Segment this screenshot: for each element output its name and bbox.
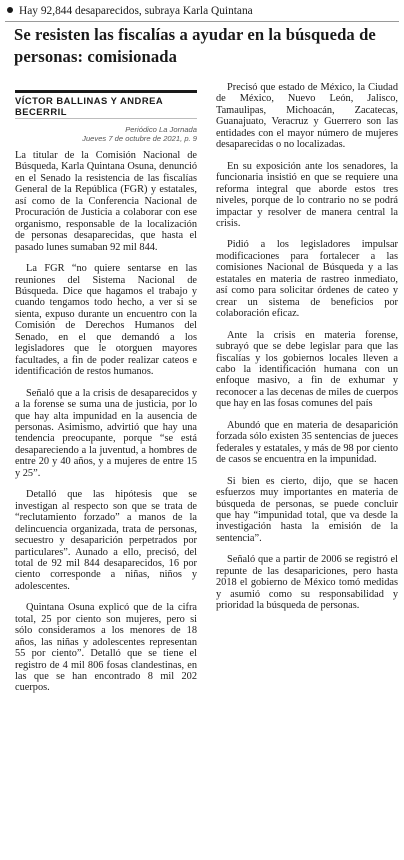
top-divider xyxy=(5,21,399,22)
byline-divider xyxy=(15,118,197,119)
bullet-icon xyxy=(7,7,13,13)
paragraph: Detalló que las hipótesis que se investigan al respecto son que se trata de “reclutamiento forzado” a manos de la delincuencia organizada, trata de personas, secuestro y desaparición perpetrados por particulares”. Aunado a ello, precisó, del total de 92 mil 844 desaparecidos, 16 por ciento corresponde a niñas, niños y adolescentes. xyxy=(15,489,197,592)
byline-date: Jueves 7 de octubre de 2021, p. 9 xyxy=(82,134,197,143)
paragraph: Ante la crisis en materia forense, subrayó que se debe legislar para que las fiscalías y los gobiernos locales lleven a cabo la identificación humana con un enfoque masivo, a fin de exhumar y reconocer a las decenas de miles de cuerpos que hay en las fosas comunes del país xyxy=(216,329,398,410)
paragraph: En su exposición ante los senadores, la funcionaria insistió en que se requiere una reforma integral que aborde estos tres niveles, porque de lo contrario no se podrá impactar y resolver de manera central la crisis. xyxy=(216,160,398,229)
headline: Se resisten las fiscalías a ayudar en la búsqueda de personas: comisionada xyxy=(14,25,376,66)
kicker-text: Hay 92,844 desaparecidos, subraya Karla Quintana xyxy=(19,5,253,17)
paragraph: La FGR “no quiere sentarse en las reuniones del Sistema Nacional de Búsqueda. Dice que hagamos el trabajo y cuando tengamos todo hecho, a ver si se sienta, expuso durante un encuentro con la Comisión de Derechos Humanos del Senado, en el que demandó a los legisladores que le otorguen mayores facultades, a fin de poder realizar cateos e identificación de restos humanos. xyxy=(15,263,197,378)
paragraph: Señaló que a partir de 2006 se registró el repunte de las desapariciones, pero hasta 2018 el gobierno de México tomó medidas y asumió como su responsabilidad y prioridad la búsqueda de personas. xyxy=(216,554,398,612)
byline-authors: VÍCTOR BALLINAS Y ANDREA BECERRIL xyxy=(15,95,163,117)
paragraph: Precisó que estado de México, la Ciudad de México, Nuevo León, Jalisco, Tamaulipas, Michoacán, Zacatecas, Guanajuato, Veracruz y Guerrero son las entidades con el mayor número de mujeres desaparecidas o no localizadas. xyxy=(216,82,398,151)
left-column xyxy=(15,90,197,704)
paragraph: Si bien es cierto, dijo, que se hacen esfuerzos muy importantes en materia de búsqueda de personas, se puede concluir que hay “impunidad total, que va desde la investigación hasta la emisión de la sentencia”. xyxy=(216,475,398,544)
paragraph: Quintana Osuna explicó que de la cifra total, 25 por ciento son mujeres, pero si sólo consideramos a los menores de 18 años, las niñas y adolescentes representan 55 por ciento”. Detalló que se tiene el registro de 4 mil 806 fosas clandestinas, en las que se han encontrado 8 mil 202 cuerpos. xyxy=(15,602,197,694)
kicker xyxy=(7,3,399,19)
paragraph: La titular de la Comisión Nacional de Búsqueda, Karla Quintana Osuna, denunció en el Senado la resistencia de las fiscalías General de la República (FGR) y estatales, así como de la Conferencia Nacional de Procuración de Justicia a colaborar con ese organismo, responsable de la localización de personas desaparecidas, que hasta el pasado lunes sumaban 92 mil 844. xyxy=(15,150,197,253)
paragraph: Pidió a los legisladores impulsar modificaciones para fortalecer a las comisiones Nacional de Búsqueda y a las estatales en materia de rastreo inmediato, así como para solicitar órdenes de cateo y crear un sistema de beneficios por colaboración eficaz. xyxy=(216,239,398,320)
right-column xyxy=(216,82,398,622)
byline-rule xyxy=(15,90,197,93)
paragraph: Abundó que en materia de desaparición forzada sólo existen 35 sentencias de jueces federales y estatales, y más de 98 por ciento de casos se encuentra en la impunidad. xyxy=(216,419,398,466)
paragraph: Señaló que a la crisis de desaparecidos y a la forense se suma una de justicia, por lo que hay alta impunidad en la ausencia de personas. Asimismo, advirtió que hay una tendencia preocupante, porque “se está desapareciendo a la juventud, a hombres de entre 20 y 40 años, y a mujeres de entre 15 y 25”. xyxy=(15,387,197,479)
byline-source: Periódico La Jornada xyxy=(125,125,197,134)
